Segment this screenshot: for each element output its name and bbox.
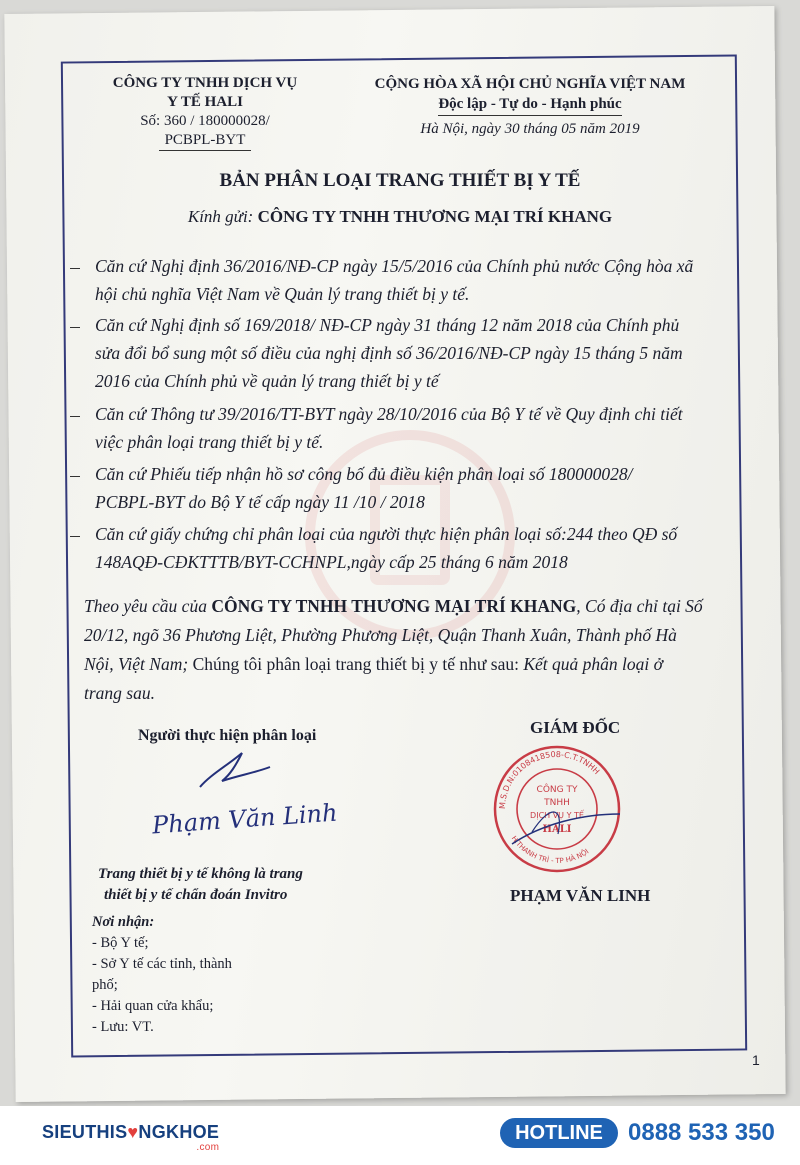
recipient-item: - Hải quan cửa khẩu;	[92, 998, 214, 1014]
basis-4-line-2: PCBPL-BYT do Bộ Y tế cấp ngày 11 /10 / 2018	[95, 492, 425, 512]
recipient-item: phố;	[92, 977, 118, 993]
stamp-line-1: CÔNG TY	[536, 785, 578, 795]
company-stamp	[492, 744, 622, 874]
basis-4-line-1: Căn cứ Phiếu tiếp nhận hồ sơ công bố đủ điều kiện phân loại số 180000028/	[95, 464, 633, 484]
hotline-button[interactable]: HOTLINE	[500, 1118, 618, 1148]
request-statement: Chúng tôi phân loại trang thiết bị y tế như sau:	[188, 654, 524, 674]
basis-3-line-1: Căn cứ Thông tư 39/2016/TT-BYT ngày 28/10/2016 của Bộ Y tế về Quy định chi tiết	[95, 404, 683, 424]
basis-5-line-1: Căn cứ giấy chứng chỉ phân loại của người thực hiện phân loại số:244 theo QĐ số	[95, 524, 678, 544]
bullet-mark	[70, 416, 80, 417]
basis-5-line-2: 148AQĐ-CĐKTTTB/BYT-CCHNPL,ngày cấp 25 tháng 6 năm 2018	[95, 552, 568, 572]
basis-3-line-2: việc phân loại trang thiết bị y tế.	[95, 432, 324, 452]
stamp-ring-text: M.S.D.N:0108418508-C.T.TNHH	[497, 749, 602, 810]
logo-text-part2: NGKHOE	[138, 1122, 220, 1142]
country-title: CỘNG HÒA XÃ HỘI CHỦ NGHĨA VIỆT NAM	[374, 76, 686, 92]
logo-subtext: .com	[196, 1142, 220, 1153]
bullet-mark	[70, 536, 80, 537]
recipient-line	[80, 207, 720, 227]
basis-item	[95, 400, 735, 456]
basis-item	[95, 520, 735, 576]
company-name-line2: Y TẾ HALI	[167, 94, 243, 110]
bullet-mark	[70, 268, 80, 269]
request-prefix: Theo yêu cầu của	[84, 596, 207, 616]
basis-item	[95, 252, 735, 308]
hotline-number[interactable]: 0888 533 350	[628, 1119, 775, 1146]
recipient-item: - Bộ Y tế;	[92, 935, 149, 951]
stamp-line-3: DỊCH VỤ Y TẾ	[530, 811, 584, 820]
director-title: GIÁM ĐỐC	[530, 718, 621, 737]
logo-heart-icon: ♥	[127, 1122, 139, 1142]
request-paragraph	[84, 592, 734, 708]
request-result-end: trang sau.	[84, 683, 155, 703]
basis-item	[95, 460, 735, 516]
site-logo[interactable]	[42, 1122, 220, 1153]
request-result: Kết quả phân loại ở	[523, 654, 663, 674]
basis-2-line-3: 2016 của Chính phủ về quản lý trang thiết bị y tế	[95, 371, 439, 391]
signature-name: Phạm Văn Linh	[151, 798, 339, 840]
issue-date: Hà Nội, ngày 30 tháng 05 năm 2019	[420, 121, 640, 137]
bullet-mark	[70, 327, 80, 328]
signature-scribble	[190, 745, 280, 795]
company-header	[80, 74, 330, 151]
basis-2-line-2: sửa đổi bổ sung một số điều của nghị định số 36/2016/NĐ-CP ngày 15 tháng 5 năm	[95, 343, 683, 363]
recipient-item: - Sở Y tế các tỉnh, thành	[92, 956, 232, 972]
recipients-label: Nơi nhận:	[92, 914, 155, 930]
recipient-name: CÔNG TY TNHH THƯƠNG MẠI TRÍ KHANG	[257, 207, 613, 226]
document-number: Số: 360 / 180000028/	[140, 113, 270, 129]
logo-text-part1: SIEUTHIS	[42, 1122, 128, 1142]
stamp-line-4: HALI	[542, 824, 572, 835]
recipients-list	[92, 912, 232, 1038]
device-note-line-2: thiết bị y tế chẩn đoán Invitro	[104, 887, 288, 903]
page-number: 1	[752, 1052, 760, 1068]
basis-1-line-1: Căn cứ Nghị định 36/2016/NĐ-CP ngày 15/5/2016 của Chính phủ nước Cộng hòa xã	[95, 256, 694, 276]
classifier-title: Người thực hiện phân loại	[138, 727, 317, 744]
country-motto: Độc lập - Tự do - Hạnh phúc	[438, 94, 621, 116]
recipient-item: - Lưu: VT.	[92, 1019, 154, 1035]
document-code: PCBPL-BYT	[159, 131, 252, 151]
national-header	[340, 74, 720, 139]
document-title: BẢN PHÂN LOẠI TRANG THIẾT BỊ Y TẾ	[219, 170, 581, 191]
bullet-mark	[70, 476, 80, 477]
request-rest: , Có địa chỉ tại Số	[576, 596, 703, 616]
director-name: PHẠM VĂN LINH	[510, 886, 651, 905]
stamp-line-2: TNHH	[544, 798, 570, 808]
stamp-bottom-text: H.THANH TRÌ - TP HÀ NỘI	[509, 834, 591, 866]
request-address: 20/12, ngõ 36 Phương Liệt, Phường Phương Liệt, Quận Thanh Xuân, Thành phố Hà	[84, 625, 677, 645]
request-address-end: Nội, Việt Nam;	[84, 654, 189, 674]
company-name-line1: CÔNG TY TNHH DỊCH VỤ	[112, 75, 298, 91]
site-footer	[0, 1106, 800, 1165]
device-note	[98, 864, 303, 906]
device-note-line-1: Trang thiết bị y tế không là trang	[98, 866, 303, 882]
basis-2-line-1: Căn cứ Nghị định số 169/2018/ NĐ-CP ngày 31 tháng 12 năm 2018 của Chính phủ	[95, 315, 680, 335]
recipient-label: Kính gửi:	[187, 207, 254, 226]
request-company: CÔNG TY TNHH THƯƠNG MẠI TRÍ KHANG	[211, 596, 577, 616]
basis-1-line-2: hội chủ nghĩa Việt Nam về Quản lý trang thiết bị y tế.	[95, 284, 470, 304]
basis-item	[95, 311, 735, 395]
